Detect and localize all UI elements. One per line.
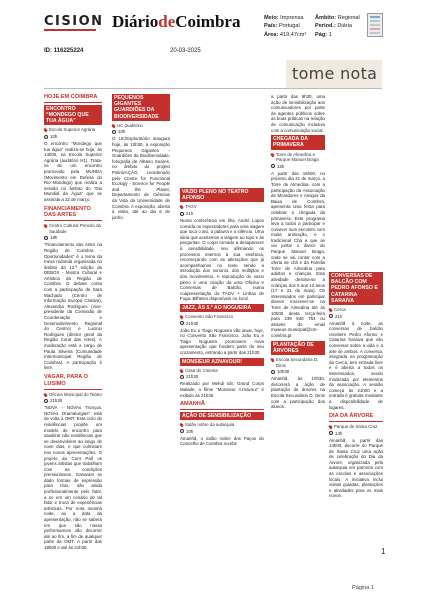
clock-icon [112, 130, 116, 134]
event-title: PEQUENOS GIGANTES GUARDIÕES DA BIODIVERSIDADE [112, 94, 170, 121]
location-pin-icon [43, 128, 48, 133]
event-time: 21h [180, 211, 264, 216]
event-venue: Salão nobre da autarquia [180, 422, 264, 428]
event-venue: Parque de Santa Cruz [329, 424, 383, 430]
location-pin-icon [179, 315, 184, 320]
section-heading: FINANCIAMENTO DAS ARTES [44, 206, 102, 222]
column-1 [44, 94, 102, 551]
clock-icon [180, 429, 184, 433]
event-text: O UC/Exploratório inaugura hoje, às 10h30, a exposição Pequenos Gigantes - Guardiões da Biodiversidade, fotografia de Albano Soares, no âmbito do projeto PolinizAÇÃO, coordenado pelo Centre for Functional Ecology - Science for People and the Planet, Departamento de Ciências da Vida da Universidade de Coimbra. A exposição, aberta à visita, até ao dia 6 de junho. [112, 136, 170, 220]
clock-icon [44, 399, 48, 403]
column-3 [180, 186, 264, 447]
event-text: “Financiamento das Artes na Região de Coimbra - Oportunidades” é o tema da mesa redonda organizada no âmbito da 12.ª edição da DEBOX - Mostra Cultural e Artística da Região de Coimbra. O debate conta com a participação de Sara Machado (Centro de Informação Europa Criativa), Alexandra Rodrigues (vice-presidente da Comissão de Coordenação e Desenvolvimento Regional do Centro) e Lucinio Rodrigues (diretor geral da Região Coral das Artes). A moderação está a cargo de Paula Silveira (Comunidade Intermunicipal Região de Coimbra). A participação é livre. [44, 242, 102, 371]
clipping-header [0, 0, 424, 52]
location-pin-icon [43, 392, 48, 397]
event-time: 18h [44, 235, 102, 240]
clock-icon [44, 135, 48, 139]
section-heading: DIA DA ÁRVORE [329, 413, 383, 422]
clock-icon [271, 370, 275, 374]
event-text: O encontro “Mondego que tua água” realiza-se hoje, às 14h00, na Escola Superior Agrária (auditório H1). Trata-se de um encontro promovido pela MUNDA (Movimento em Defesa do Rio Mondego) que realiza a sessão no âmbito do “Dia Mundial da Água” que se assinala a 22 de março. [44, 141, 102, 202]
event-title: MONSIEUR AZNAVOUR! [180, 358, 264, 366]
clock-icon [329, 431, 333, 435]
clipping-date: 20-03-2025 [170, 48, 201, 54]
clipping-id: ID: 116225224 [44, 48, 84, 54]
event-title: JAZZ, ÀS 5.ª AO NOGUEIRA [180, 304, 264, 312]
location-pin-icon [179, 368, 184, 373]
clock-icon [180, 321, 184, 325]
event-text: Amanhã, a partir das 14h00, decorre no Parque de Santa Cruz uma ação de celebração do Dia da Árvore, organizada pela autarquia em parceria com as escolas e associações locais. A iniciativa inclui visitas guiadas, plantações e atividades para os mais novos. [329, 437, 383, 499]
page-thumbnail[interactable] [367, 13, 383, 37]
event-time: 21h30 [180, 374, 264, 379]
event-venue: Casa do Cinema [180, 368, 264, 374]
event-time: 14h [329, 431, 383, 436]
event-text: Realizado por Mehdi Idir, Grand Corps Malade, o filme “Monsieur Aznavour” é exibido às 21h30. [180, 381, 264, 398]
meta-right: Âmbito: Regional Period.: Diária Pág: 1 [315, 15, 360, 38]
location-pin-icon [328, 424, 333, 429]
clock-icon [180, 375, 184, 379]
event-venue: Torre de Almedina e Parque Manuel Braga [271, 152, 325, 163]
event-title: ENCONTRO “MONDEGO QUE TUA ÁGUA” [44, 105, 102, 126]
divider [44, 88, 382, 89]
column-2 [112, 94, 170, 220]
clock-icon [180, 212, 184, 216]
location-pin-icon [111, 123, 116, 128]
column-4 [271, 94, 325, 410]
event-time: 16h [271, 164, 325, 169]
page-title-band [286, 60, 382, 88]
newspaper-logo: DiáriodeCoimbra [112, 12, 241, 31]
section-heading: VAGAR, PARA O LUSIMO [44, 374, 102, 390]
location-pin-icon [270, 152, 275, 157]
event-title: PLANTAÇÃO DE ÁRVORES [271, 341, 325, 355]
cision-logo: CISION [44, 14, 104, 29]
event-time: 10h30 [271, 369, 325, 374]
section-heading: HOJE EM COIMBRA [44, 94, 102, 103]
event-title: AÇÃO DE SENSIBILIZAÇÃO [180, 412, 264, 420]
event-venue: Cerca [329, 307, 383, 313]
event-text: a partir das 9h30, uma ação de sensibilização aos comunicadores por parte de agentes públicos sobre as boas práticas na relação de comunicação inclusiva com a comunicação social. [271, 94, 325, 133]
event-text: Amanhã, o salão nobre dos Paços do Concelho de Coimbra recebe [180, 435, 264, 447]
event-venue: Convento São Francisco [180, 314, 264, 320]
event-text: João Eu e Tiago Nogueira vão atuar, hoje, no Convento São Francisco. João Eu e Tiago Nogueira promovem nova apresentação que fundem parte do seu cruzamento, entrando a partir das 21h30. [180, 327, 264, 356]
location-pin-icon [328, 308, 333, 313]
location-pin-icon [179, 205, 184, 210]
page-footer-label: Página 1 [352, 585, 375, 591]
event-text: A partir das 16h00, no próximo dia 21 de março, a Torre de Almedina, com a participação da Associação de Moradores e Amigos da Baixa de Coimbra, apresenta uma festa para celebrar a chegada da primavera. Este programa leva a todos a participar e conviver num encontro com muita animação, e o tradicional Chá a que se vai juntar o dance do Parque Manuel Braga, onde se vai contar com a oferta de chá e da Família Torre de Almedina para adultos e crianças. Esta atividade destina-se a crianças dos 6 aos 12 anos (17 e 21 de maio). Os interessados em participar devem inscrever-se na Torre de Almedina até às 10h00 desta terça-feira para 239 840 754 ou através do email museus.municipal@cm-coimbra.pt [271, 170, 325, 338]
cision-logo-bar [44, 29, 96, 31]
event-time: 10h [112, 129, 170, 134]
event-venue: TAGV [180, 204, 264, 210]
event-time: 21h [329, 314, 383, 319]
event-time: 10h [180, 429, 264, 434]
page-number: 1 [381, 547, 386, 556]
location-pin-icon [270, 357, 275, 362]
clock-icon [329, 314, 333, 318]
event-text: Amanhã à noite, as conversas de balcão recebem Pedro Afonso e Catarina Saraiva que vão conversar sobre a vida e a arte de ambos. A conversa, integrada na programação da Cerca, tem entrada livre e é aberta a todos os interessados, sendo moderada por elementos da associação. A sessão começa às 21h00 e a entrada é gratuita mediante a disponibilidade de lugares. [329, 320, 383, 410]
event-venue: Oficina Municipal do Teatro [44, 392, 102, 398]
event-title: VAZIO PLENO NO TEATRO AFONSO [180, 188, 264, 202]
clock-icon [271, 164, 275, 168]
clock-icon [44, 236, 48, 240]
event-text: Amanhã, às 10h30, decorrerá a ação de plantação de árvores na Escola Secundária D. Dinis com a participação dos alunos. [271, 376, 325, 410]
event-time: 21h30 [44, 398, 102, 403]
meta-left: Meio: Imprensa País: Portugal Área: 419,47cm² [264, 15, 307, 38]
event-venue: UC (auditório [112, 123, 170, 129]
column-5 [329, 270, 383, 499]
location-pin-icon [179, 423, 184, 428]
event-text: Numa conferência em ilha, André Lopes convida os espectadores para uma viagem que toca o ato, a palavra e o silêncio. Uma ideia que aceitemos a viagem ao topo e às perguntas. O corpo tornado a desaparecer à sensibilidade, seu afirmando os processos internos à sua essência, recomeçando com as alterações que já acompanhamos no texto sendo a introdução dos sonoros, dos múltiplos e dos movimentos. A reprodução do vazio pleno é uma criação da uma Oficina e Conversas de Balcão, numa coapresentação do TAGV + Linhas de Fuga. Bilhetes disponíveis no local. [180, 218, 264, 302]
event-text: “NOVA - NOVAs Tronços. NOVAs Dramaturgias” está de volta à OMT. Esta ciclo de residências propõe um modelo de encontro para atualizar não residências que se desenvolvem ao longo de nove dias, e que culminam nos novos apresentações. O projeto da Cont Pall os jovens artistas que trabalham com as condições premiunissem. Ganaram se dado formas de expressão para ritos, são ainda profissionalmente pelo fator, a se em um cenário de tal fator e troca de experiências artísticas. Por nota mesma noite, ao a data da apresentação, não se saberá em que são nossa performances vão decorrer até ao fim, a fim de qualquer parte da OMT. A partir das 19h00 e até às 21h30. [44, 405, 102, 550]
event-venue: Escola Secundária D. Dinis [271, 357, 325, 368]
event-time: 10h [44, 134, 102, 139]
event-venue: Centro Cultural Penedo da Saudade [44, 223, 102, 234]
section-heading: AMANHÃ [180, 401, 264, 410]
event-time: 21h30 [180, 321, 264, 326]
page-title: tome nota [292, 64, 378, 83]
event-title: CONVERSAS DE BALCÃO COM PEDRO AFONSO E CATARINA SARAIVA [329, 272, 383, 305]
event-venue: Escola Superior Agrária [44, 127, 102, 133]
event-title: CHEGADA DA PRIMAVERA [271, 135, 325, 149]
location-pin-icon [43, 224, 48, 229]
